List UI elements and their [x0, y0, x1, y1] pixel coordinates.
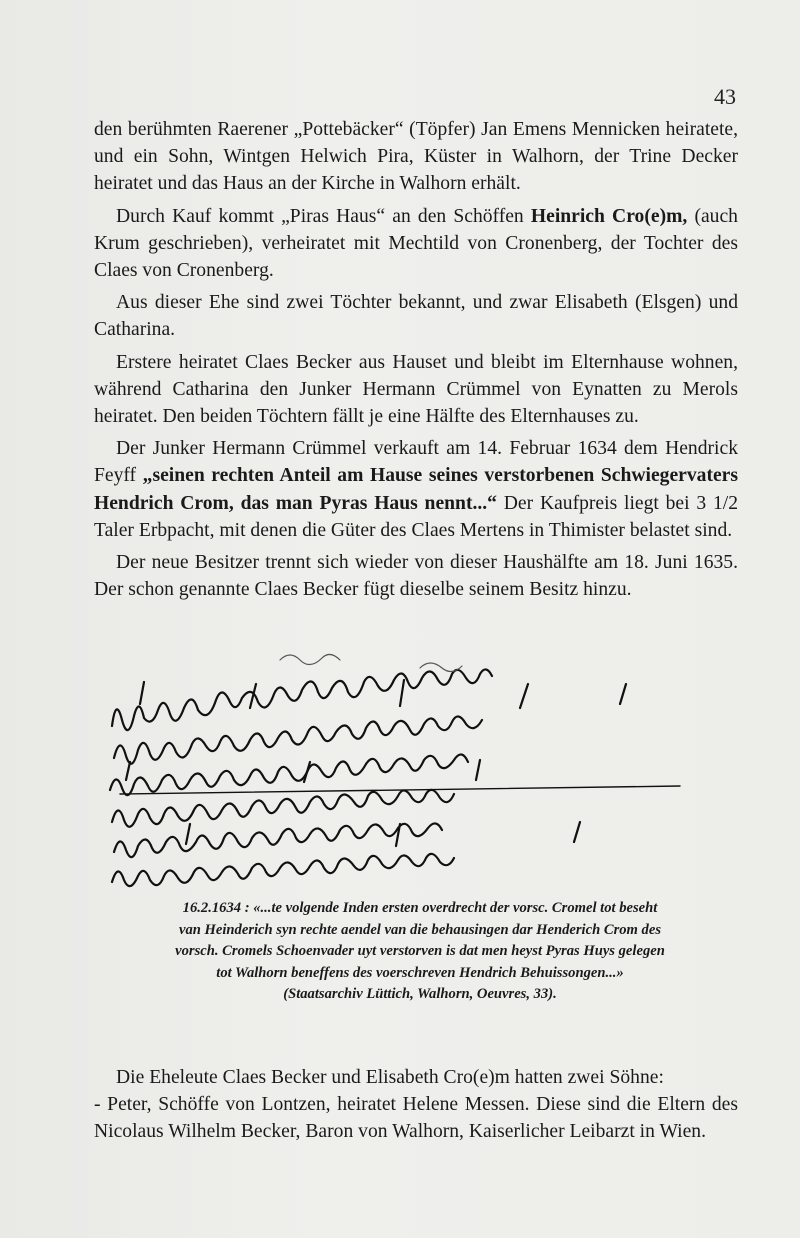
- bold-text: Heinrich Cro(e)m,: [530, 205, 688, 227]
- paragraph: [94, 549, 738, 603]
- paragraph: [94, 289, 738, 343]
- page-number: 43: [714, 84, 736, 109]
- text-run: Durch Kauf kommt „Piras Haus“ an den Schöffen: [116, 205, 531, 227]
- text-run: Erstere heiratet Claes Becker aus Hauset und bleibt im Elternhause wohnen, während Catharina den Junker Hermann Crümmel von Eynatten zu Merols heiratet. Den beiden Töchtern fällt je eine Hälfte des Elternhauses zu.: [94, 351, 738, 428]
- bold-text: „seinen rechten Anteil am Hause seines verstorbenen Schwiegervaters Hendrich Crom, das man Pyras Haus nennt...“: [94, 465, 738, 514]
- text-run: Der Kaufpreis liegt bei 3 1/2 Taler Erbpacht, mit denen die Güter des Claes Mertens in Thimister belastet sind.: [94, 492, 738, 541]
- main-text-block: [94, 116, 738, 608]
- caption-line: 16.2.1634 : «...te volgende Inden ersten overdrecht der vorsc. Cromel tot beseht: [182, 900, 658, 916]
- paragraph: [94, 435, 738, 544]
- text-run: Der neue Besitzer trennt sich wieder von dieser Haushälfte am 18. Juni 1635. Der schon genannte Claes Becker fügt dieselbe seinem Besitz hinzu.: [94, 552, 738, 601]
- closing-text-block: [94, 1064, 738, 1146]
- text-run: (auch Krum geschrieben), verheiratet mit Mechtild von Cronenberg, der Tochter des Claes von Cronenberg.: [94, 205, 738, 282]
- caption-line: (Staatsarchiv Lüttich, Walhorn, Oeuvres, 33).: [283, 986, 557, 1003]
- caption-line: van Heinderich syn rechte aendel van die behausingen dar Henderich Crom des: [179, 921, 661, 938]
- image-caption: [100, 898, 740, 1006]
- text-run: Aus dieser Ehe sind zwei Töchter bekannt, und zwar Elisabeth (Elsgen) und Catharina.: [94, 292, 738, 341]
- caption-line: tot Walhorn beneffens des voerschreven Hendrich Behuissongen...»: [216, 964, 624, 981]
- text-run: den berühmten Raerener „Pottebäcker“ (Töpfer) Jan Emens Mennicken heiratete, und ein Sohn, Wintgen Helwich Pira, Küster in Walhorn, der Trine Decker heiratet und das Haus an der Kirche in Walhorn erhält.: [94, 119, 738, 195]
- text-run: Der Junker Hermann Crümmel verkauft am 14. Februar 1634 dem Hendrick Feyff: [94, 438, 738, 487]
- paragraph: [94, 116, 738, 198]
- handwritten-manuscript-image: [100, 638, 740, 890]
- paragraph: [94, 349, 738, 431]
- caption-line: vorsch. Cromels Schoenvader uyt verstorven is dat men heyst Pyras Huys gelegen: [175, 943, 665, 960]
- paragraph: Die Eheleute Claes Becker und Elisabeth Cro(e)m hatten zwei Söhne:: [116, 1067, 664, 1088]
- paragraph: [94, 203, 738, 285]
- list-item: - Peter, Schöffe von Lontzen, heiratet Helene Messen. Diese sind die Eltern des Nicolaus Wilhelm Becker, Baron von Walhorn, Kaiserlicher Leibarzt in Wien.: [94, 1094, 738, 1143]
